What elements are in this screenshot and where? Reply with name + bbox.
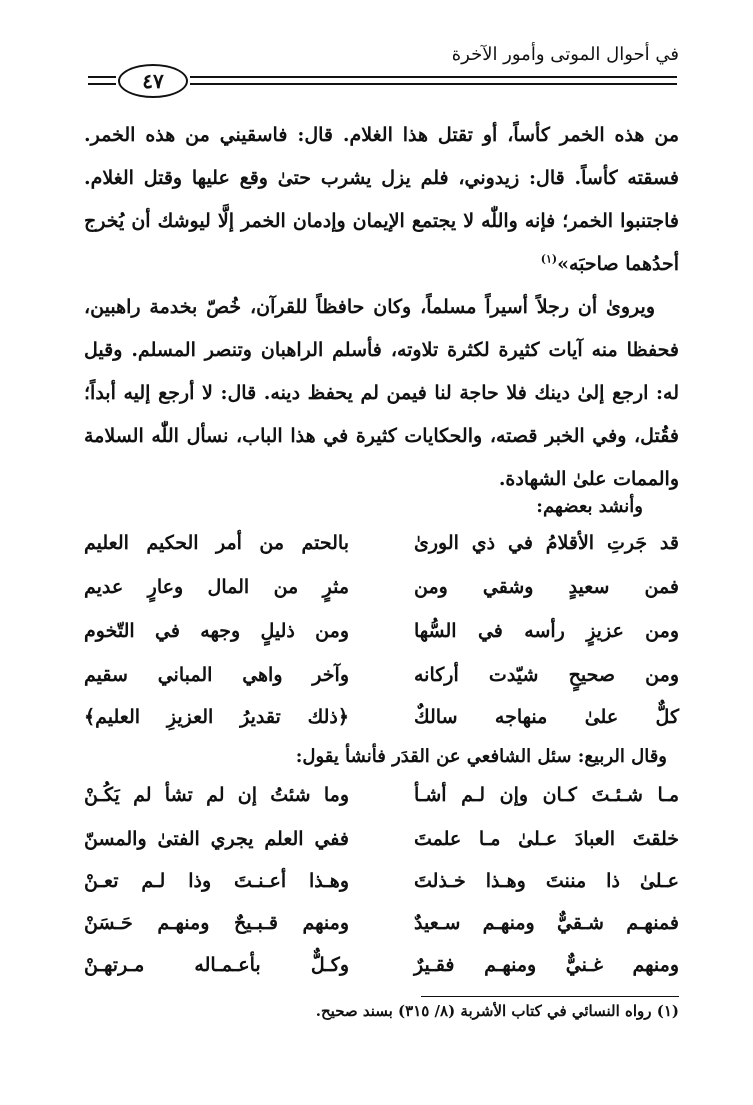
verse-second-hemistich: وكـلٌّ بأعـمـاله مـرتهـنْ bbox=[84, 954, 349, 976]
verse-first-hemistich: كلٌّ علىٰ منهاجه سالكٌ bbox=[414, 706, 679, 728]
verse-first-hemistich: عـلىٰ ذا مننتَ وهـذا خـذلتَ bbox=[414, 870, 679, 892]
page-number-badge: ٤٧ bbox=[118, 64, 188, 98]
poem1-verse bbox=[84, 576, 679, 616]
verse-second-hemistich: بالحتم من أمر الحكيم العليم bbox=[84, 532, 349, 554]
poem1-intro: وأنشد بعضهم: bbox=[536, 496, 643, 517]
verse-first-hemistich: قد جَرتِ الأقلامُ في ذي الورىٰ bbox=[414, 532, 679, 554]
footnote: (١) رواه النسائي في كتاب الأشربة (٨/ ٣١٥) بسند صحيح. bbox=[315, 1002, 679, 1020]
verse-second-hemistich: ﴿ذلك تقديرُ العزيزِ العليم﴾ bbox=[84, 706, 349, 728]
verse-first-hemistich: ومن عزيزٍ رأسه في السُّها bbox=[414, 620, 679, 642]
verse-first-hemistich: ومن صحيحٍ شيّدت أركانه bbox=[414, 664, 679, 686]
poem2-verse bbox=[84, 784, 679, 824]
running-header-title: في أحوال الموتى وأمور الآخرة bbox=[451, 44, 679, 65]
poem2-intro: وقال الربيع: سئل الشافعي عن القدَر فأنشأ يقول: bbox=[295, 746, 667, 767]
header-rule bbox=[190, 76, 677, 85]
poem2-verse bbox=[84, 912, 679, 952]
verse-second-hemistich: وما شئتُ إن لم تشأ لم يَكُـنْ bbox=[84, 784, 349, 806]
verse-second-hemistich: وآخر واهي المباني سقيم bbox=[84, 664, 349, 686]
verse-first-hemistich: مـا شـئـتَ كـان وإن لـم أشـأ bbox=[414, 784, 679, 806]
main-text bbox=[84, 114, 679, 501]
verse-second-hemistich: ففي العلم يجري الفتىٰ والمسنّ bbox=[84, 828, 349, 850]
poem2-verse bbox=[84, 828, 679, 868]
verse-first-hemistich: فمنهـم شـقيٌّ ومنهـم سـعيدٌ bbox=[414, 912, 679, 934]
poem1-verse bbox=[84, 706, 679, 746]
poem2-verse bbox=[84, 870, 679, 910]
verse-first-hemistich: فمن سعيدٍ وشقي ومن bbox=[414, 576, 679, 598]
footnote-reference: (١) bbox=[540, 252, 558, 266]
verse-first-hemistich: ومنهم غـنيٌّ ومنهـم فقـيرٌ bbox=[414, 954, 679, 976]
poem1-verse bbox=[84, 664, 679, 704]
verse-second-hemistich: ومن ذليلٍ وجهه في التّخوم bbox=[84, 620, 349, 642]
poem1-verse bbox=[84, 620, 679, 660]
poem2-verse bbox=[84, 954, 679, 994]
paragraph-1 bbox=[84, 114, 679, 286]
paragraph-2: ويروىٰ أن رجلاً أسيراً مسلماً، وكان حافظاً للقرآن، خُصّ بخدمة راهبين، فحفظا منه آيات كثيرة لكثرة تلاوته، فأسلم الراهبان وتنصر المسلم. وقيل له: ارجع إلىٰ دينك فلا حاجة لنا فيمن لم يحفظ دينه. قال: لا أرجع إليه أبداً؛ فقُتل، وفي الخبر قصته، والحكايات كثيرة في هذا الباب، نسأل اللّٰه السلامة والممات علىٰ الشهادة. bbox=[84, 296, 679, 490]
verse-second-hemistich: وهـذا أعـنـتَ وذا لـم تعـنْ bbox=[84, 870, 349, 892]
poem1-verse bbox=[84, 532, 679, 572]
footnote-separator bbox=[421, 996, 679, 997]
header-rule-left bbox=[88, 76, 116, 85]
verse-second-hemistich: ومنهم قـبـيحٌ ومنهـم حَـسَنْ bbox=[84, 912, 349, 934]
paragraph-1-text: من هذه الخمر كأساً، أو تقتل هذا الغلام. قال: فاسقيني من هذه الخمر. فسقته كأساً. قال: زيدوني، فلم يزل يشرب حتىٰ وقع عليها وقتل الغلام. فاجتنبوا الخمر؛ فإنه واللّٰه لا يجتمع الإيمان وإدمان الخمر إلَّا ليوشك أن يُخرج أحدُهما صاحبَه» bbox=[84, 124, 679, 275]
verse-first-hemistich: خلقتَ العبادَ عـلىٰ مـا علمتَ bbox=[414, 828, 679, 850]
verse-second-hemistich: مثرٍ من المال وعارٍ عديم bbox=[84, 576, 349, 598]
